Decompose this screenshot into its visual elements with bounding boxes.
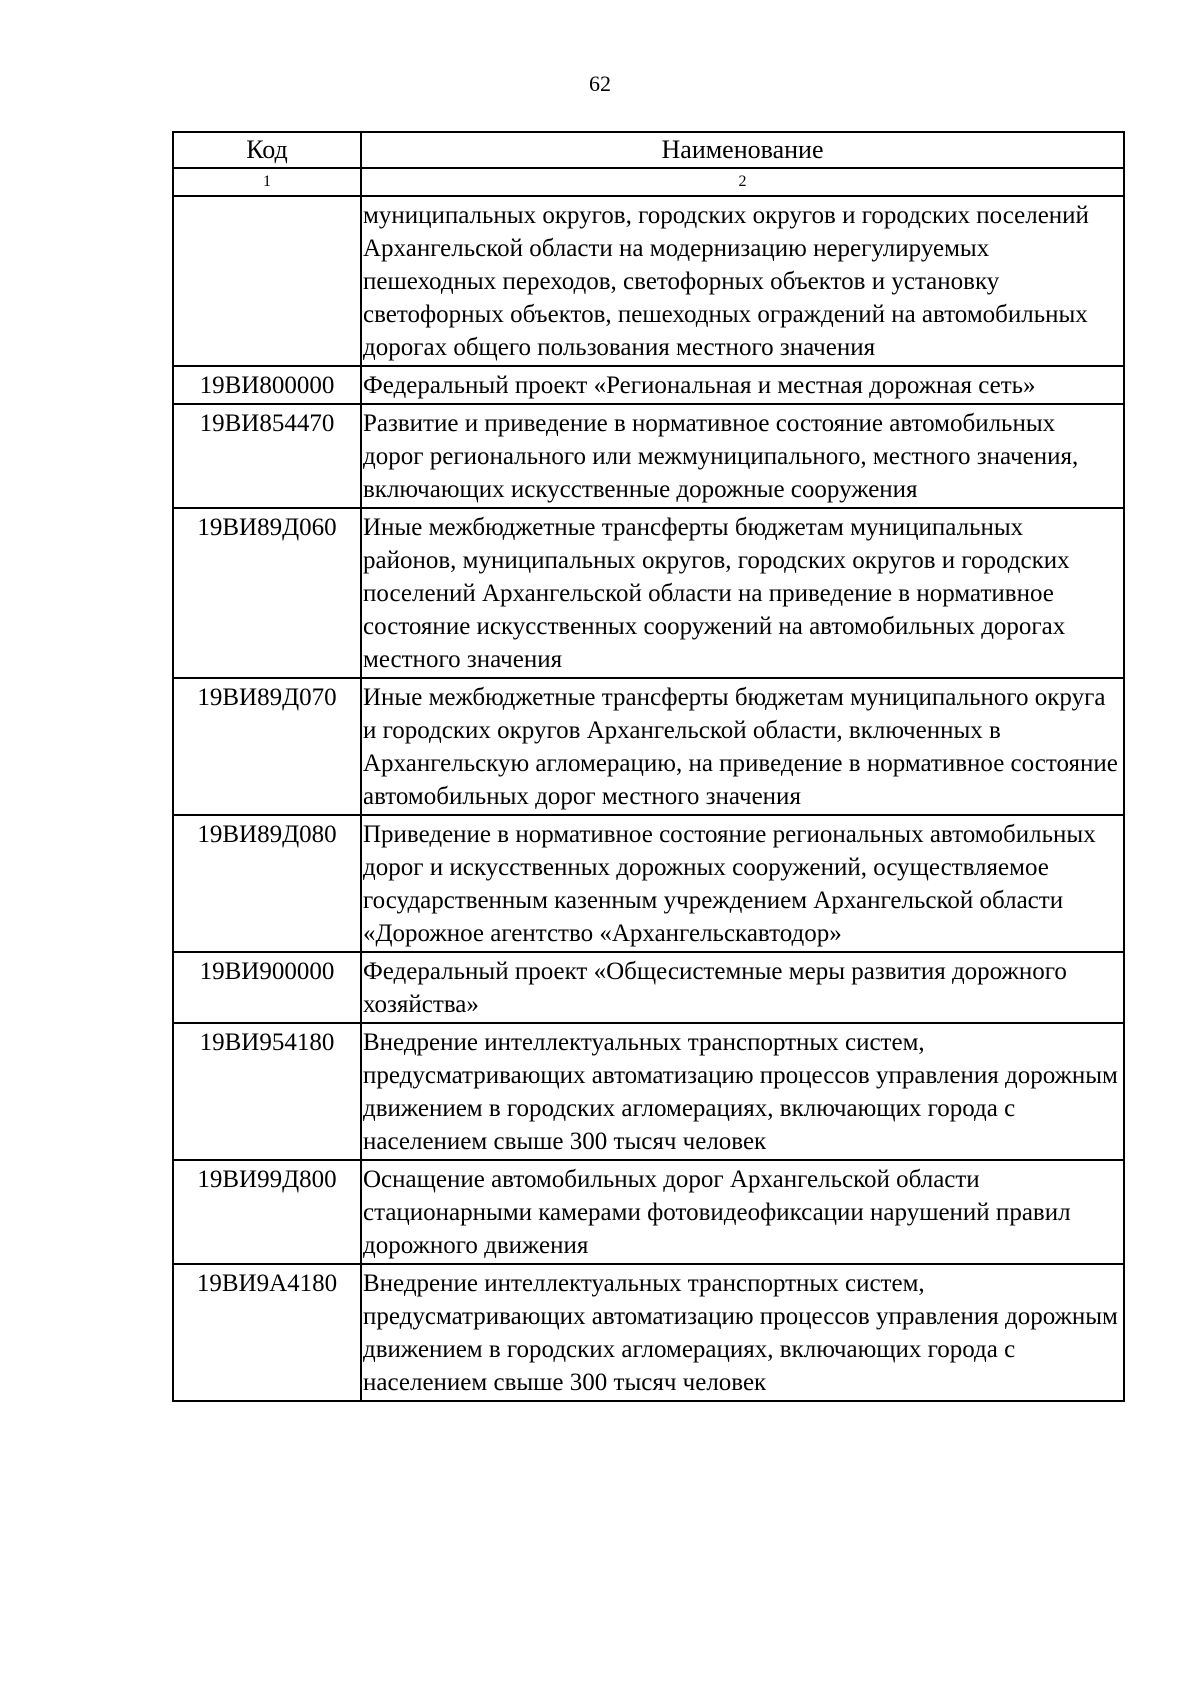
table-row [173, 404, 1124, 508]
column-number-row [173, 168, 1124, 196]
table-header-row [173, 132, 1124, 168]
header-code: Код [173, 132, 361, 168]
table-row [173, 1160, 1124, 1264]
row-code: 19ВИ89Д070 [173, 678, 361, 815]
row-code: 19ВИ89Д080 [173, 815, 361, 952]
table-row [173, 1023, 1124, 1160]
table-row [173, 678, 1124, 815]
header-name: Наименование [361, 132, 1124, 168]
table-row [173, 366, 1124, 404]
row-code: 19ВИ9А4180 [173, 1264, 361, 1401]
row-name: Иные межбюджетные трансферты бюджетам муниципального округа и городских округов Архангельской области, включенных в Архангельскую агломерацию, на приведение в нормативное состояние автомобильных дорог местного значения [361, 678, 1124, 815]
row-code: 19ВИ99Д800 [173, 1160, 361, 1264]
row-name: Приведение в нормативное состояние региональных автомобильных дорог и искусственных дорожных сооружений, осуществляемое государственным казенным учреждением Архангельской области «Дорожное агентство «Архангельскавтодор» [361, 815, 1124, 952]
row-name: Внедрение интеллектуальных транспортных систем, предусматривающих автоматизацию процессов управления дорожным движением в городских агломерациях, включающих города с населением свыше 300 тысяч человек [361, 1023, 1124, 1160]
budget-code-table [172, 131, 1125, 1402]
table-row [173, 952, 1124, 1023]
table-row [173, 196, 1124, 366]
row-name: Внедрение интеллектуальных транспортных систем, предусматривающих автоматизацию процессов управления дорожным движением в городских агломерациях, включающих города с населением свыше 300 тысяч человек [361, 1264, 1124, 1401]
row-code: 19ВИ800000 [173, 366, 361, 404]
row-code: 19ВИ954180 [173, 1023, 361, 1160]
row-code [173, 196, 361, 366]
row-name: муниципальных округов, городских округов и городских поселений Архангельской области на модернизацию нерегулируемых пешеходных переходов, светофорных объектов и установку светофорных объектов, пешеходных ограждений на автомобильных дорогах общего пользования местного значения [361, 196, 1124, 366]
table-row [173, 815, 1124, 952]
column-number-code: 1 [173, 168, 361, 196]
page-number: 62 [589, 71, 611, 96]
row-code: 19ВИ854470 [173, 404, 361, 508]
row-name: Развитие и приведение в нормативное состояние автомобильных дорог регионального или межмуниципального, местного значения, включающих искусственные дорожные сооружения [361, 404, 1124, 508]
column-number-name: 2 [361, 168, 1124, 196]
table-row [173, 508, 1124, 678]
row-name: Оснащение автомобильных дорог Архангельской области стационарными камерами фотовидеофиксации нарушений правил дорожного движения [361, 1160, 1124, 1264]
table-row [173, 1264, 1124, 1401]
row-name: Федеральный проект «Региональная и местная дорожная сеть» [361, 366, 1124, 404]
row-name: Иные межбюджетные трансферты бюджетам муниципальных районов, муниципальных округов, городских округов и городских поселений Архангельской области на приведение в нормативное состояние искусственных сооружений на автомобильных дорогах местного значения [361, 508, 1124, 678]
row-code: 19ВИ900000 [173, 952, 361, 1023]
row-code: 19ВИ89Д060 [173, 508, 361, 678]
row-name: Федеральный проект «Общесистемные меры развития дорожного хозяйства» [361, 952, 1124, 1023]
